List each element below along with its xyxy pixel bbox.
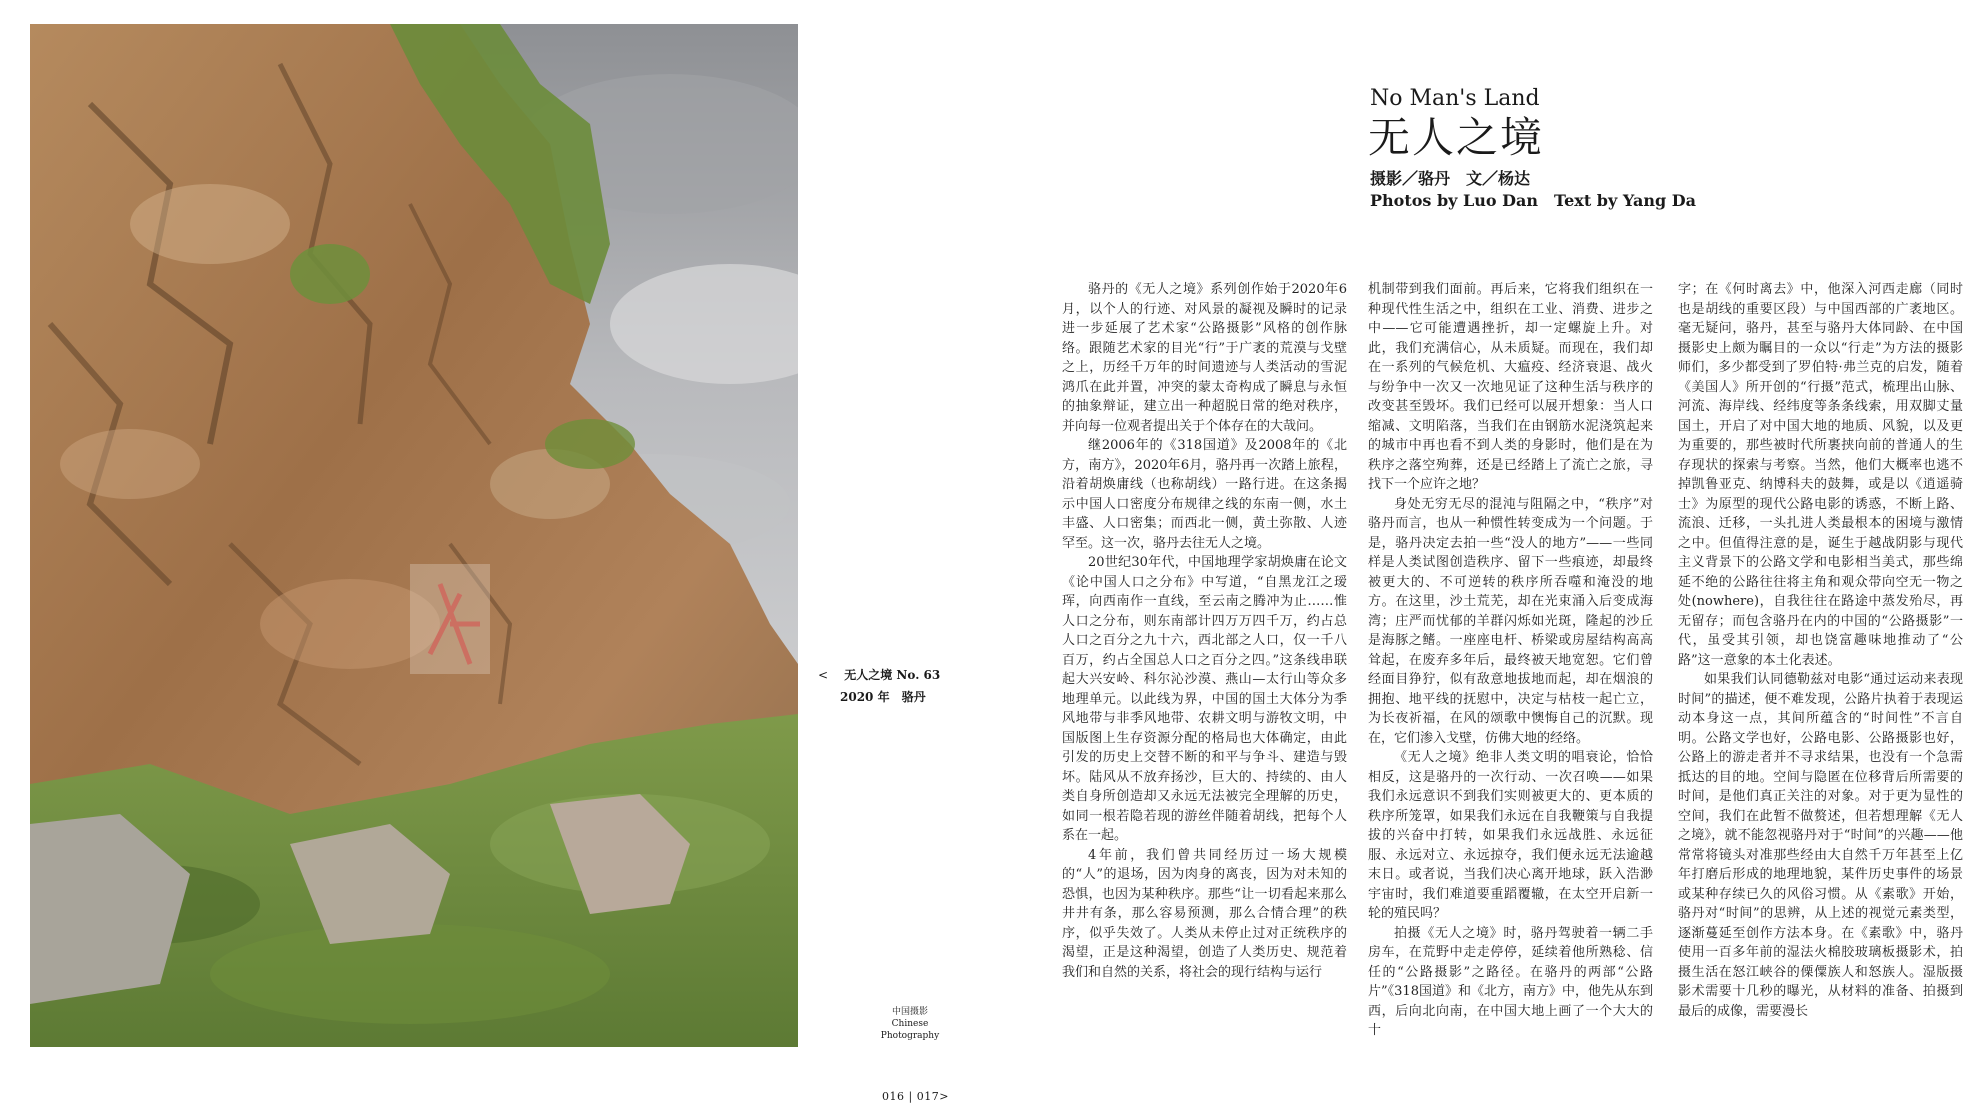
magazine-name-en-1: Chinese <box>891 1019 929 1029</box>
caption-arrow: < <box>818 668 829 682</box>
caption-year-author: 2020 年 骆丹 <box>840 690 926 704</box>
body-column-2 <box>1368 280 1653 1050</box>
paragraph: 继2006年的《318国道》及2008年的《北方，南方》，2020年6月，骆丹再一次踏上旅程，沿着胡焕庸线（也称胡线）一路行进。在这条揭示中国人口密度分布规律之线的东南一侧，水土丰盛、人口密集；而西北一侧，黄土弥散、人迹罕至。这一次，骆丹去往无人之境。 <box>1062 438 1347 551</box>
paragraph: 《无人之境》绝非人类文明的唱衰论，恰恰相反，这是骆丹的一次行动、一次召唤——如果我们永远意识不到我们实则被更大的、更本质的秩序所笼罩，如果我们永远在自我鞭策与自我提拔的兴奋中打转，如果我们永远战胜、永远征服、永远对立、永远掠夺，我们便永远无法逾越末日。或者说，当我们决心离开地球，跃入浩渺宇宙时，我们难道要重蹈覆辙，在太空开启新一轮的殖民吗？ <box>1368 750 1653 921</box>
paragraph: 身处无穷无尽的混沌与阻隔之中，“秩序”对骆丹而言，也从一种惯性转变成为一个问题。于是，骆丹决定去拍一些“没人的地方”——一些同样是人类试图创造秩序、留下一些痕迹，却最终被更大的、不可逆转的秩序所吞噬和淹没的地方。在这里，沙土荒芜，却在光束涌入后变成海湾；庄严而忧郁的羊群闪烁如光斑，隆起的沙丘是海豚之鳍。一座座电杆、桥梁或房屋结构高高耸起，在废弃多年后，最终被天地宽恕。它们曾经面目狰狞，似有敌意地拔地而起，却在烟浪的拥抱、地平线的抚慰中，决定与枯枝一起亡立，为长夜祈福，在风的颂歌中懊悔自己的沉默。现在，它们渗入戈壁，仿佛大地的经络。 <box>1368 496 1653 746</box>
cliff-photograph <box>30 24 798 1047</box>
paragraph: 20世纪30年代，中国地理学家胡焕庸在论文《论中国人口之分布》中写道，“自黑龙江之瑷珲，向西南作一直线，至云南之腾冲为止……惟人口之分布，则东南部计四万万四千万，约占总人口之百分之九十六，西北部之人口，仅一千八百万，约占全国总人口之百分之四。”这条线串联起大兴安岭、科尔沁沙漠、燕山—太行山等众多地理单元。以此线为界，中国的国土大体分为季风地带与非季风地带、农耕文明与游牧文明，中国版图上生存资源分配的格局也大体确定，由此引发的历史上交替不断的和平与争斗、建造与毁坏。陆风从不放弃扬沙，巨大的、持续的、由人类自身所创造却又永远无法被完全理解的历史，如同一根若隐若现的游丝伴随着胡线，把每个人系在一起。 <box>1062 555 1347 843</box>
paragraph: 机制带到我们面前。再后来，它将我们组织在一种现代性生活之中，组织在工业、消费、进步之中——它可能遭遇挫折，却一定螺旋上升。对此，我们充满信心，从未质疑。而现在，我们却在一系列的气候危机、大瘟疫、经济衰退、战火与纷争中一次又一次地见证了这种生活与秩序的改变甚至毁坏。我们已经可以展开想象：当人口缩减、文明陷落，当我们在由钢筋水泥浇筑起来的城市中再也看不到人类的身影时，他们是在为秩序之落空殉葬，还是已经踏上了流亡之旅，寻找下一个应许之地？ <box>1368 282 1653 492</box>
caption-title: 无人之境 No. 63 <box>844 668 941 682</box>
paragraph: 4年前，我们曾共同经历过一场大规模的“人”的退场，因为肉身的离丧，因为对未知的恐惧，也因为某种秩序。那些“让一切看起来那么井井有条，那么容易预测，那么合情合理”的秩序，似乎失效了。人类从未停止过对正统秩序的渴望，正是这种渴望，创造了人类历史、规范着我们和自然的关系，将社会的现行结构与运行 <box>1062 847 1347 980</box>
magazine-logo <box>878 1006 942 1042</box>
article-credit-cn: 摄影／骆丹 文／杨达 <box>1370 169 1531 188</box>
body-column-3 <box>1678 280 1963 1050</box>
paragraph: 如果我们认同德勒兹对电影“通过运动来表现时间”的描述，便不难发现，公路片执着于表现运动本身这一点，其间所蕴含的“时间性”不言自明。公路文学也好，公路电影、公路摄影也好，公路上的游走者并不寻求结果，也没有一个急需抵达的目的地。空间与隐匿在位移背后所需要的时间，是他们真正关注的对象。对于更为显性的空间，我们在此暂不做赘述，但若想理解《无人之境》，就不能忽视骆丹对于“时间”的兴趣——他常常将镜头对准那些经由大自然千万年甚至上亿年打磨后形成的地理地貌，某件历史事件的场景或某种存续已久的风俗习惯。从《素歌》开始，骆丹对“时间”的思辨，从上述的视觉元素类型，逐渐蔓延至创作方法本身。在《素歌》中，骆丹使用一百多年前的湿法火棉胶玻璃板摄影术，拍摄生活在怒江峡谷的傈僳族人和怒族人。湿版摄影术需要十几秒的曝光，从材料的准备、拍摄到最后的成像，需要漫长 <box>1678 672 1963 1019</box>
cliff-photo-image <box>30 24 798 1047</box>
paragraph: 拍摄《无人之境》时，骆丹驾驶着一辆二手房车，在荒野中走走停停，延续着他所熟稔、信任的“公路摄影”之路径。在骆丹的两部“公路片”《318国道》和《北方，南方》中，他先从东到西，后向北向南，在中国大地上画了一个大大的十 <box>1368 925 1653 1038</box>
article-title-en: No Man's Land <box>1370 86 1540 111</box>
magazine-name-cn: 中国摄影 <box>891 1007 928 1017</box>
body-column-1 <box>1062 280 1347 1050</box>
paragraph: 骆丹的《无人之境》系列创作始于2020年6月，以个人的行迹、对风景的凝视及瞬时的记录进一步延展了艺术家“公路摄影”风格的创作脉络。跟随艺术家的目光“行”于广袤的荒漠与戈壁之上，历经千万年的时间遗迹与人类活动的雪泥鸿爪在此并置，冲突的蒙太奇构成了瞬息与永恒的抽象辩证，建立出一种超脱日常的绝对秩序，并向每一位观者提出关于个体存在的大哉问。 <box>1062 282 1347 434</box>
article-credit-en: Photos by Luo Dan Text by Yang Da <box>1370 191 1697 210</box>
magazine-name-en-2: Photography <box>880 1031 940 1041</box>
paragraph: 字；在《何时离去》中，他深入河西走廊（同时也是胡线的重要区段）与中国西部的广袤地区。毫无疑问，骆丹，甚至与骆丹大体同龄、在中国摄影史上颇为瞩目的一众以“行走”为方法的摄影师们，多少都受到了罗伯特·弗兰克的启发，随着《美国人》所开创的“行摄”范式，梳理出山脉、河流、海岸线、经纬度等条条线索，用双脚丈量国土，开启了对中国大地的地质、风貌，以及更为重要的，那些被时代所裹挟向前的普通人的生存现状的探索与考察。当然，他们大概率也逃不掉凯鲁亚克、纳博科夫的鼓舞，或是以《逍遥骑士》为原型的现代公路电影的诱惑，不断上路、流浪、迁移，一头扎进人类最根本的困境与激情之中。但值得注意的是，诞生于越战阴影与现代主义背景下的公路文学和电影相当美式，那些绵延不绝的公路往往将主角和观众带向空无一物之处(nowhere)，自我往往在路途中蒸发殆尽，再无留存；而包含骆丹在内的中国的“公路摄影”一代，虽受其引领，却也饶富趣味地推动了“公路”这一意象的本土化表述。 <box>1678 282 1963 668</box>
photo-caption <box>818 664 940 708</box>
article-title-cn: 无人之境 <box>1368 113 1545 162</box>
page-numbers: 016 | 017> <box>882 1090 949 1103</box>
